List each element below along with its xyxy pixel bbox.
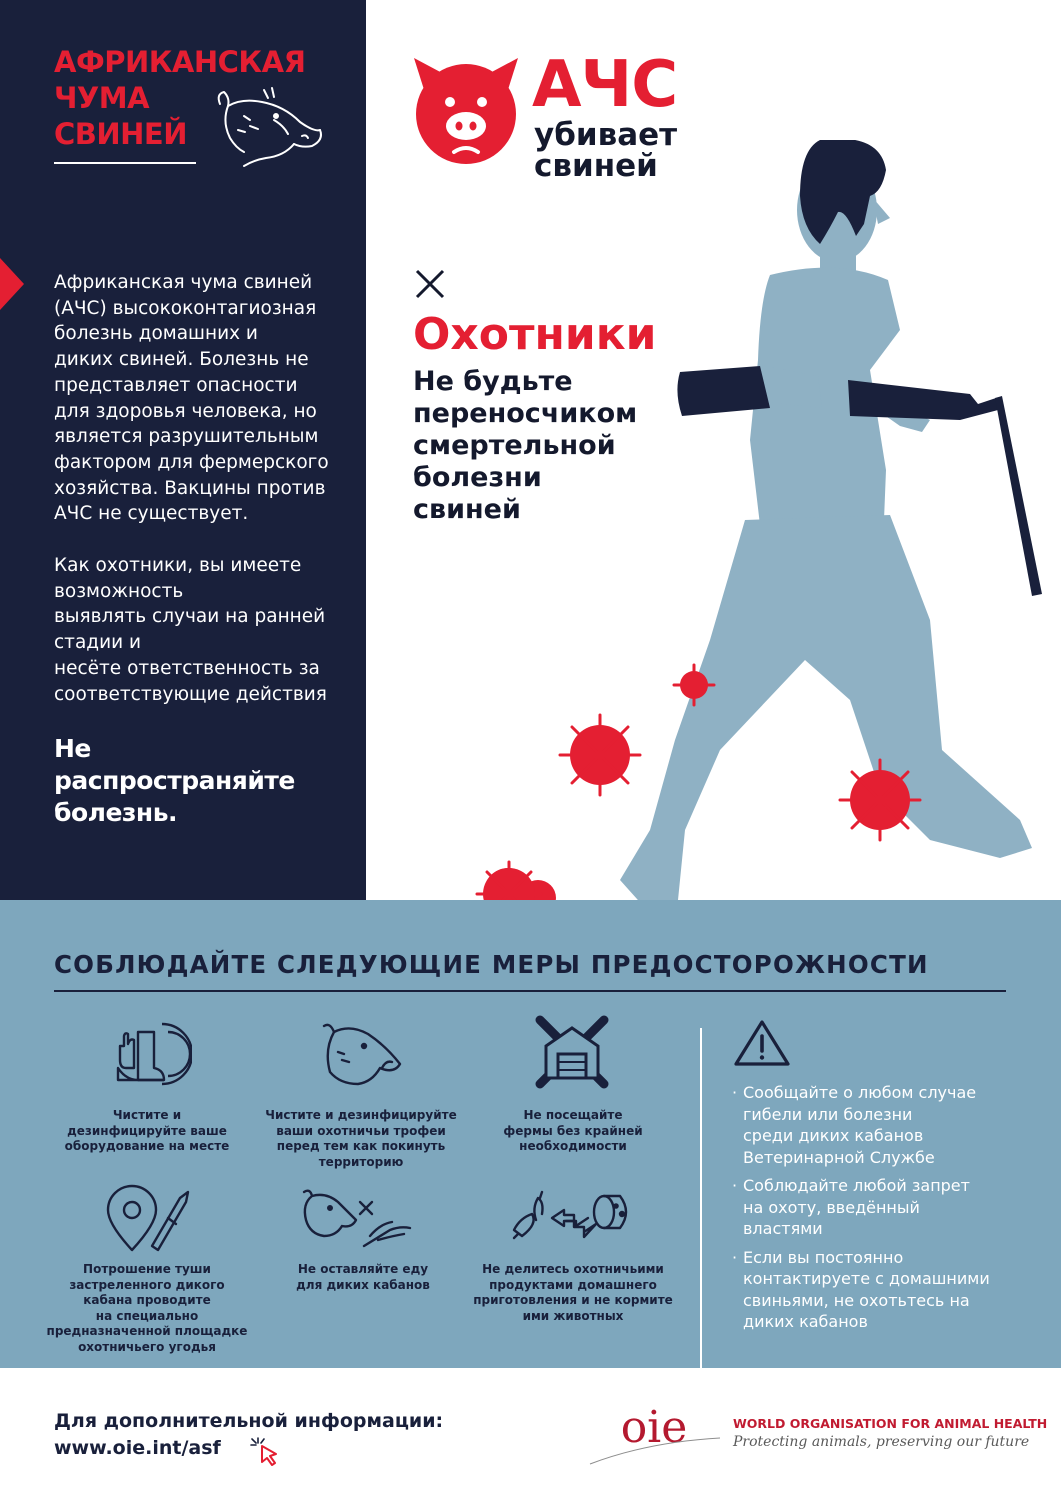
no-feeding-boar-icon bbox=[300, 1184, 418, 1254]
sausage-sharing-icon bbox=[508, 1184, 638, 1254]
text-line: контактируете с домашними bbox=[743, 1269, 990, 1288]
list-item bbox=[732, 1175, 1022, 1240]
text-line: соответствующие действия bbox=[54, 683, 327, 705]
text-line: кабана проводите bbox=[83, 1293, 211, 1307]
text-line: среди диких кабанов bbox=[743, 1126, 924, 1145]
text-line: убивает bbox=[534, 117, 678, 153]
text-line: перед тем как покинуть bbox=[276, 1139, 446, 1153]
text-line: ваши охотничьи трофеи bbox=[276, 1123, 446, 1138]
title-line: ЧУМА bbox=[54, 81, 150, 115]
text-line: Не будьте bbox=[413, 366, 573, 397]
text-line: оборудование на месте bbox=[64, 1139, 230, 1153]
text-line: Не посещайте bbox=[523, 1108, 623, 1122]
text-line: территорию bbox=[318, 1154, 404, 1169]
text-line: свиньями, не охотьтесь на bbox=[743, 1290, 970, 1310]
hunters-subheading bbox=[413, 366, 637, 526]
measure-no-feeding bbox=[268, 1262, 458, 1293]
text-line: переносчиком bbox=[413, 398, 638, 429]
text-line: диких кабанов bbox=[743, 1312, 868, 1331]
text-line: Не делитесь охотничьими bbox=[482, 1262, 664, 1276]
asf-abbreviation: АЧС bbox=[532, 48, 678, 122]
oie-logo-letters: OIE bbox=[620, 1402, 688, 1453]
text-line: выявлять случаи на ранней bbox=[54, 606, 326, 628]
text-line: фермы без крайней bbox=[503, 1123, 643, 1138]
text-line: Как охотники, вы имеете bbox=[54, 555, 302, 577]
vertical-divider bbox=[700, 1028, 702, 1368]
text-line: гибели или болезни bbox=[743, 1104, 913, 1124]
text-line: предназначенной площадке bbox=[46, 1324, 248, 1338]
measure-avoid-farms bbox=[478, 1108, 668, 1155]
heading-rule bbox=[54, 990, 1006, 992]
call-to-action bbox=[54, 733, 295, 829]
org-name: WORLD ORGANISATION FOR ANIMAL HEALTH bbox=[733, 1416, 1048, 1431]
text-line: (АЧС) высококонтагиозная bbox=[54, 297, 317, 319]
text-line: приготовления и не кормите bbox=[473, 1293, 673, 1307]
org-tagline: Protecting animals, preserving our future bbox=[733, 1434, 1030, 1450]
list-item bbox=[732, 1247, 1022, 1333]
text-line: застреленного дикого bbox=[69, 1277, 225, 1292]
text-line: стадии и bbox=[54, 632, 142, 654]
text-line: · Сообщайте о любом случае bbox=[743, 1083, 977, 1102]
measure-clean-trophies bbox=[256, 1108, 466, 1170]
text-line: Чистите и bbox=[112, 1108, 182, 1122]
text-line: продуктами домашнего bbox=[489, 1277, 657, 1292]
text-line: властями bbox=[743, 1219, 823, 1238]
warning-icon bbox=[732, 1018, 792, 1068]
location-knife-icon bbox=[102, 1184, 194, 1254]
text-line: дезинфицируйте ваше bbox=[67, 1123, 227, 1138]
text-line: фактором для фермерского bbox=[54, 451, 329, 473]
text-line: возможность bbox=[54, 580, 184, 602]
text-line: Чистите и дезинфицируйте bbox=[265, 1108, 457, 1122]
text-line: · Соблюдайте любой запрет bbox=[743, 1176, 970, 1195]
gloves-boots-disinfect-icon bbox=[112, 1020, 192, 1090]
text-line: для здоровья человека, но bbox=[54, 400, 317, 422]
boar-trophy-icon bbox=[320, 1020, 404, 1090]
pointer-arrow bbox=[0, 258, 24, 310]
text-line: хозяйства. Вакцины против bbox=[54, 477, 326, 499]
text-line: ими животных bbox=[522, 1308, 624, 1323]
text-line: необходимости bbox=[519, 1139, 627, 1153]
text-line: · Если вы постоянно bbox=[743, 1247, 904, 1267]
text-line: распространяйте bbox=[54, 766, 295, 795]
walking-hunter-illustration bbox=[290, 140, 1061, 930]
text-line: свиней bbox=[413, 494, 521, 525]
text-line: Не оставляйте еду bbox=[297, 1262, 429, 1276]
precautions-heading: СОБЛЮДАЙТЕ СЛЕДУЮЩИЕ МЕРЫ ПРЕДОСТОРОЖНОСТИ bbox=[54, 950, 929, 979]
more-info-link[interactable]: www.oie.int/asf bbox=[54, 1437, 221, 1459]
advice-list bbox=[732, 1082, 1022, 1340]
text-line: охотничьего угодья bbox=[78, 1339, 216, 1354]
text-line: является разрушительным bbox=[54, 426, 319, 448]
text-line: Не bbox=[54, 734, 91, 763]
text-line: на охоту, введённый bbox=[743, 1197, 920, 1217]
text-line: диких свиней. Болезнь не bbox=[54, 349, 309, 371]
hunters-heading: Охотники bbox=[413, 309, 657, 360]
list-item bbox=[732, 1082, 1022, 1168]
text-line: смертельной bbox=[413, 430, 616, 461]
title-line: СВИНЕЙ bbox=[54, 117, 188, 151]
text-line: представляет опасности bbox=[54, 374, 298, 396]
text-line: болезни bbox=[413, 462, 542, 493]
text-line: несёте ответственность за bbox=[54, 657, 320, 679]
text-line: болезнь домашних и bbox=[54, 323, 258, 345]
text-line: Потрошение туши bbox=[83, 1262, 211, 1276]
text-line: болезнь. bbox=[54, 798, 178, 827]
farm-barn-icon bbox=[532, 1012, 612, 1092]
oie-logo bbox=[588, 1398, 724, 1470]
title-underline bbox=[54, 162, 196, 164]
text-line: на специально bbox=[95, 1308, 199, 1323]
text-line: Ветеринарной Службе bbox=[743, 1147, 935, 1167]
cross-icon bbox=[414, 268, 446, 300]
text-line: Африканская чума свиней bbox=[54, 272, 313, 293]
measure-gutting-area bbox=[40, 1262, 254, 1355]
measure-clean-equipment bbox=[52, 1108, 242, 1155]
measure-no-sharing bbox=[466, 1262, 680, 1324]
cursor-click-icon bbox=[248, 1436, 280, 1466]
more-info-label: Для дополнительной информации: bbox=[54, 1410, 444, 1432]
text-line: свиней bbox=[534, 148, 658, 184]
text-line: АЧС не существует. bbox=[54, 503, 249, 525]
text-line: для диких кабанов bbox=[296, 1277, 430, 1292]
title-line: АФРИКАНСКАЯ bbox=[54, 45, 306, 79]
